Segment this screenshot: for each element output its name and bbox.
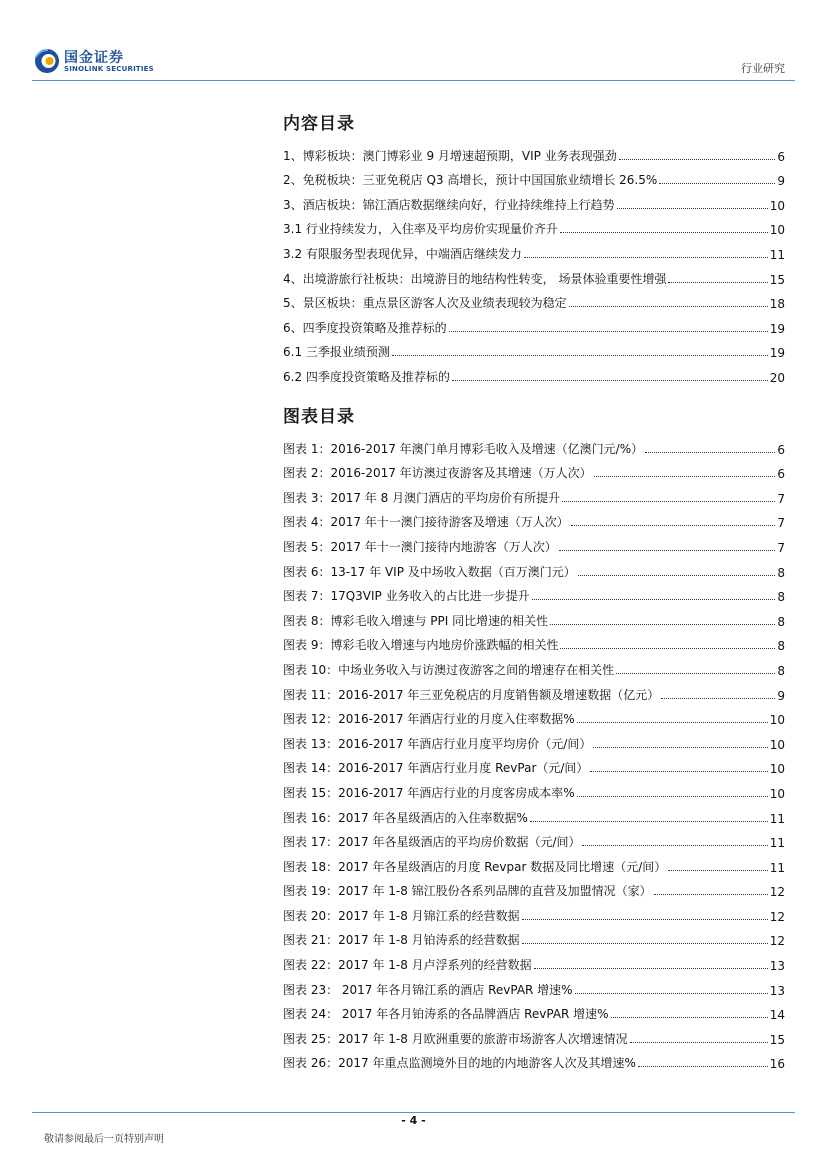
toc-entry-page: 7 [777,491,785,506]
dot-leader [530,821,768,822]
dot-leader [522,943,768,944]
dot-leader [619,159,776,160]
toc-entry-title: 6.1 三季报业绩预测 [283,345,390,360]
company-logo [34,48,154,76]
toc-entry-page: 8 [777,614,785,629]
toc-entry-title: 图表 21：2017 年 1-8 月铂涛系的经营数据 [283,933,520,948]
toc-entry-title: 2、免税板块：三亚免税店 Q3 高增长，预计中国国旅业绩增长 26.5% [283,173,658,188]
figure-entry[interactable] [283,924,785,949]
page-header [0,0,827,84]
disclaimer-note: 敬请参阅最后一页特别声明 [44,1134,164,1145]
toc-entry-title: 图表 14：2016-2017 年酒店行业月度 RevPar（元/间） [283,761,589,776]
toc-entry-title: 图表 17：2017 年各星级酒店的平均房价数据（元/间） [283,835,581,850]
dot-leader [659,183,775,184]
toc-entry-title: 图表 19：2017 年 1-8 锦江股份各系列品牌的直营及加盟情况（家） [283,884,652,899]
figure-entry[interactable] [283,604,785,629]
toc-entry-title: 图表 16：2017 年各星级酒店的入住率数据% [283,810,528,825]
figure-entry[interactable] [283,580,785,605]
toc-entry-page: 6 [777,467,785,482]
toc-entry-title: 图表 12：2016-2017 年酒店行业的月度入住率数据% [283,712,575,727]
toc-entry-title: 图表 8：博彩毛收入增速与 PPI 同比增速的相关性 [283,613,549,628]
figure-entry[interactable] [283,678,785,703]
toc-entry-title: 图表 2：2016-2017 年访澳过夜游客及其增速（万人次） [283,466,592,481]
header-divider [32,80,795,81]
logo-chinese-name: 国金证券 [64,50,124,66]
toc-entry-title: 3、酒店板块：锦江酒店数据继续向好，行业持续维持上行趋势 [283,197,615,212]
contents-entry[interactable] [283,336,785,361]
dot-leader [559,550,776,551]
figure-entry[interactable] [283,826,785,851]
figure-entry[interactable] [283,457,785,482]
dot-leader [522,919,768,920]
contents-section [283,109,785,385]
toc-entry-title: 3.2 有限服务型表现优异，中端酒店继续发力 [283,246,522,261]
toc-entry-page: 12 [769,934,785,949]
toc-entry-title: 6.2 四季度投资策略及推荐标的 [283,369,450,384]
toc-entry-page: 11 [769,811,785,826]
toc-entry-title: 图表 7：17Q3VIP 业务收入的占比进一步提升 [283,589,530,604]
figure-entry[interactable] [283,1047,785,1072]
dot-leader [668,282,767,283]
contents-entry[interactable] [283,237,785,262]
dot-leader [594,476,776,477]
dot-leader [571,525,776,526]
figure-entry[interactable] [283,998,785,1023]
dot-leader [524,257,768,258]
toc-entry-page: 9 [777,174,785,189]
toc-entry-page: 10 [769,786,785,801]
toc-entry-page: 18 [769,297,785,312]
toc-entry-page: 15 [769,272,785,287]
toc-entry-page: 20 [769,370,785,385]
toc-entry-title: 图表 20：2017 年 1-8 月锦江系的经营数据 [283,908,520,923]
contents-heading: 内容目录 [283,114,355,134]
toc-entry-page: 10 [769,762,785,777]
toc-entry-title: 图表 24： 2017 年各月铂涛系的各品牌酒店 RevPAR 增速% [283,1007,609,1022]
figure-entry[interactable] [283,875,785,900]
figure-entry[interactable] [283,481,785,506]
toc-entry-page: 14 [769,1008,785,1023]
toc-entry-page: 6 [777,149,785,164]
dot-leader [550,624,775,625]
toc-entry-page: 11 [769,836,785,851]
toc-entry-page: 10 [769,737,785,752]
report-category-label: 行业研究 [741,62,785,75]
contents-entry[interactable] [283,360,785,385]
footer-divider [32,1112,795,1113]
dot-leader [616,673,775,674]
toc-entry-page: 15 [769,1032,785,1047]
toc-entry-title: 1、博彩板块：澳门博彩业 9 月增速超预期，VIP 业务表现强劲 [283,148,617,163]
figure-entry[interactable] [283,629,785,654]
figure-entry[interactable] [283,801,785,826]
toc-entry-page: 13 [769,983,785,998]
toc-entry-page: 16 [769,1057,785,1072]
figure-entry[interactable] [283,1022,785,1047]
dot-leader [575,993,768,994]
dot-leader [630,1042,768,1043]
contents-entry[interactable] [283,164,785,189]
figure-entry[interactable] [283,948,785,973]
dot-leader [582,845,767,846]
figures-section [283,402,785,1071]
contents-list [283,139,785,385]
toc-entry-page: 8 [777,565,785,580]
contents-entry[interactable] [283,213,785,238]
dot-leader [638,1066,768,1067]
dot-leader [661,698,775,699]
toc-entry-title: 图表 26：2017 年重点监测境外目的地的内地游客人次及其增速% [283,1056,636,1071]
dot-leader [562,501,775,502]
logo-english-name: SINOLINK SECURITIES [64,65,154,73]
dot-leader [392,355,768,356]
dot-leader [532,599,776,600]
toc-entry-page: 10 [769,223,785,238]
toc-entry-title: 图表 1：2016-2017 年澳门单月博彩毛收入及增速（亿澳门元/%） [283,441,644,456]
dot-leader [560,648,775,649]
figure-entry[interactable] [283,530,785,555]
toc-entry-title: 图表 9：博彩毛收入增速与内地房价涨跌幅的相关性 [283,638,559,653]
toc-entry-title: 图表 5：2017 年十一澳门接待内地游客（万人次） [283,539,557,554]
figure-entry[interactable] [283,506,785,531]
toc-entry-page: 11 [769,247,785,262]
toc-entry-title: 图表 4：2017 年十一澳门接待游客及增速（万人次） [283,515,569,530]
dot-leader [578,575,776,576]
toc-entry-title: 图表 23： 2017 年各月锦江系的酒店 RevPAR 增速% [283,982,573,997]
dot-leader [617,208,768,209]
toc-entry-page: 7 [777,540,785,555]
dot-leader [452,380,768,381]
figure-entry[interactable] [283,752,785,777]
toc-entry-title: 图表 22：2017 年 1-8 月卢浮系列的经营数据 [283,958,532,973]
sinolink-logo-icon [34,48,60,74]
dot-leader [577,722,768,723]
figures-list [283,432,785,1071]
figure-entry[interactable] [283,727,785,752]
contents-entry[interactable] [283,188,785,213]
toc-entry-title: 图表 18：2017 年各星级酒店的月度 Revpar 数据及同比增速（元/间） [283,859,667,874]
figure-entry[interactable] [283,653,785,678]
dot-leader [449,331,768,332]
figure-entry[interactable] [283,432,785,457]
toc-entry-page: 8 [777,590,785,605]
dot-leader [590,771,767,772]
toc-entry-title: 5、景区板块：重点景区游客人次及业绩表现较为稳定 [283,296,567,311]
dot-leader [654,894,768,895]
toc-entry-page: 19 [769,321,785,336]
dot-leader [534,968,768,969]
toc-entry-title: 图表 11：2016-2017 年三亚免税店的月度销售额及增速数据（亿元） [283,687,660,702]
toc-entry-title: 图表 3：2017 年 8 月澳门酒店的平均房价有所提升 [283,490,561,505]
toc-entry-title: 图表 15：2016-2017 年酒店行业的月度客房成本率% [283,785,575,800]
dot-leader [560,232,768,233]
toc-entry-page: 13 [769,959,785,974]
toc-entry-title: 图表 13：2016-2017 年酒店行业月度平均房价（元/间） [283,736,592,751]
contents-entry[interactable] [283,287,785,312]
dot-leader [569,306,768,307]
page-number: - 4 - [401,1114,426,1127]
toc-entry-page: 10 [769,198,785,213]
toc-entry-page: 10 [769,713,785,728]
toc-entry-page: 12 [769,909,785,924]
toc-entry-page: 6 [777,442,785,457]
figure-entry[interactable] [283,973,785,998]
toc-entry-page: 11 [769,860,785,875]
toc-entry-title: 4、出境游旅行社板块：出境游目的地结构性转变， 场景体验重要性增强 [283,271,667,286]
toc-entry-page: 12 [769,885,785,900]
toc-entry-title: 6、四季度投资策略及推荐标的 [283,320,447,335]
contents-entry[interactable] [283,139,785,164]
dot-leader [668,870,767,871]
toc-entry-title: 图表 10：中场业务收入与访澳过夜游客之间的增速存在相关性 [283,662,615,677]
dot-leader [577,796,768,797]
toc-entry-title: 图表 25：2017 年 1-8 月欧洲重要的旅游市场游客人次增速情况 [283,1031,628,1046]
toc-entry-page: 7 [777,516,785,531]
dot-leader [593,747,767,748]
figure-entry[interactable] [283,555,785,580]
figure-entry[interactable] [283,703,785,728]
figures-heading: 图表目录 [283,407,355,427]
figure-entry[interactable] [283,850,785,875]
figure-entry[interactable] [283,776,785,801]
toc-entry-title: 图表 6：13-17 年 VIP 及中场收入数据（百万澳门元） [283,564,576,579]
toc-entry-page: 8 [777,639,785,654]
dot-leader [611,1017,768,1018]
toc-entry-page: 19 [769,346,785,361]
toc-entry-page: 8 [777,663,785,678]
contents-entry[interactable] [283,311,785,336]
toc-entry-title: 3.1 行业持续发力，入住率及平均房价实现量价齐升 [283,222,558,237]
toc-entry-page: 9 [777,688,785,703]
figure-entry[interactable] [283,899,785,924]
contents-entry[interactable] [283,262,785,287]
dot-leader [645,452,775,453]
